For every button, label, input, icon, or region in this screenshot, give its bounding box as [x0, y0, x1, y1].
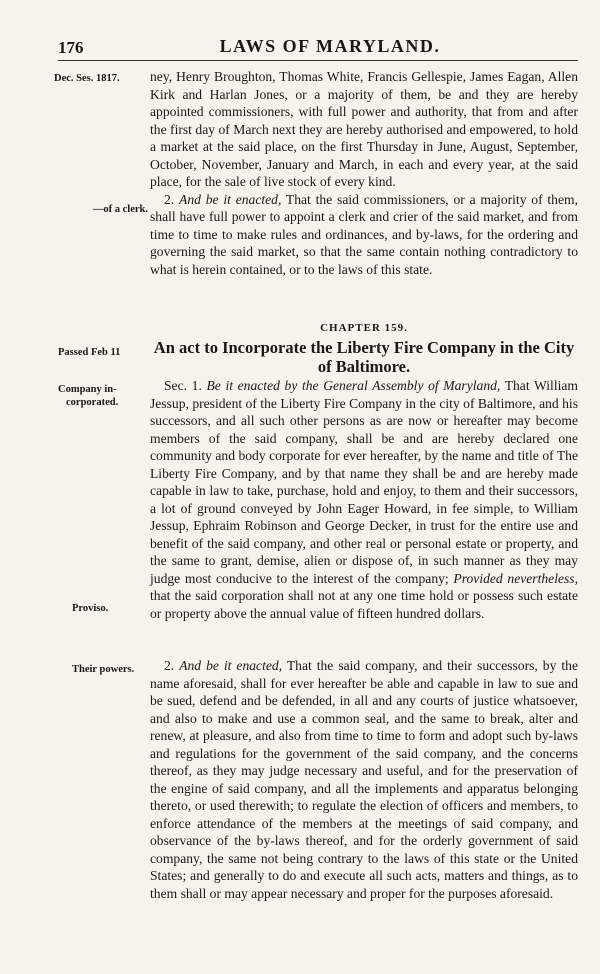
- section-2-paragraph: [150, 657, 578, 902]
- margin-note-incorporated: [58, 383, 148, 409]
- header-rule: [58, 60, 578, 61]
- page-header: [0, 38, 600, 64]
- section-1: [150, 377, 578, 622]
- margin-note-powers: Their powers.: [72, 664, 135, 675]
- margin-note-proviso: Proviso.: [72, 603, 109, 614]
- section-2-enacting-clause: And be it enacted,: [179, 658, 283, 673]
- top-passage: [150, 68, 578, 278]
- running-title: LAWS OF MARYLAND.: [219, 36, 441, 56]
- margin-note-incorporated-line1: Company in-: [58, 384, 117, 395]
- chapter-heading: CHAPTER 159.: [320, 322, 408, 334]
- proviso-body: that the said corporation shall not at any one time hold or possess such estate or property above the annual value of fifteen hundred dollars.: [150, 588, 578, 621]
- section-1-number: Sec. 1.: [164, 378, 202, 393]
- act-title: An act to Incorporate the Liberty Fire Company in the City of Baltimore.: [153, 338, 575, 376]
- section-1-body: That William Jessup, president of the Liberty Fire Company in the city of Baltimore, and his successors, and all such other persons as are now or hereafter may become members of the said company, shall be and are hereby declared one community and body corporate for ever hereafter, by the name and title of The Liberty Fire Company, and by that name they shall be and are hereby made capable in law to take, purchase, hold and enjoy, to them and their successors, a lot of ground conveyed by John Eager Howard, in fee simple, to William Jessup, Ephraim Robinson and George Decker, in trust for the entire use and benefit of the said company, and other real or personal estate or property, and the same to grant, demise, alien or dispose of, in such manner as they may judge most conducive to the interest of the company;: [150, 378, 578, 586]
- para2-body: That the said commissioners, or a majority of them, shall have full power to appoint a clerk and crier of the said market, and from time to time to make rules and ordinances, and by-laws, for the ordering and governing the said market, so that the same contain nothing contradictory to what is herein contained, or to the laws of this state.: [150, 191, 578, 277]
- margin-note-clerk: —of a clerk.: [92, 204, 148, 215]
- proviso-label: Provided nevertheless,: [453, 570, 578, 586]
- section-1-paragraph: [150, 377, 578, 622]
- para2-enacting-clause: And be it enacted,: [179, 191, 282, 207]
- margin-note-session: Dec. Ses. 1817.: [54, 73, 120, 84]
- margin-note-incorporated-line2: corporated.: [66, 397, 119, 408]
- section-2-number: 2.: [164, 658, 175, 673]
- passage-para2: [150, 191, 578, 279]
- page-number: 176: [58, 38, 84, 57]
- section-2-body: That the said company, and their successors, by the name aforesaid, shall for ever hereafter be able and capable in law to sue and be sued, defend and be defended, in all and any courts of justice whatsoever, and also to make and use a common seal, and the same to break, alter and renew, at pleasure, and also from time to time to form and adopt such by-laws and regulations for the government of the said company, and the concerns thereof, as they may judge necessary and useful, and for the preservation of the engine of said company, and all the implements and apparatus belonging thereto, or used therewith; to regulate the election of officers and members, to enforce attendance of the members at the meetings of said company, and observance of the by-laws thereof, and for the orderly government of said company, the same not being contrary to the laws of this state or the United States; and generally to do and execute all such acts, matters and things, as to them shall or may appear necessary and proper for the purposes aforesaid.: [150, 658, 578, 901]
- section-1-enacting-clause: Be it enacted by the General Assembly of Maryland,: [206, 378, 501, 393]
- section-2: [150, 657, 578, 902]
- margin-note-passed: Passed Feb 11: [58, 347, 121, 358]
- passage-para1: ney, Henry Broughton, Thomas White, Francis Gellespie, James Eagan, Allen Kirk and Harlan Jones, or a majority of them, be and they are hereby appointed commissioners, with full power and authority, that from and after the first day of March next they are hereby authorised and empowered, to hold a market at the said place, on the first Thursday in June, August, September, October, November, January and March, in each and every year, at the said place, for the sale of live stock of every kind.: [150, 69, 578, 189]
- para2-number: 2.: [164, 191, 175, 207]
